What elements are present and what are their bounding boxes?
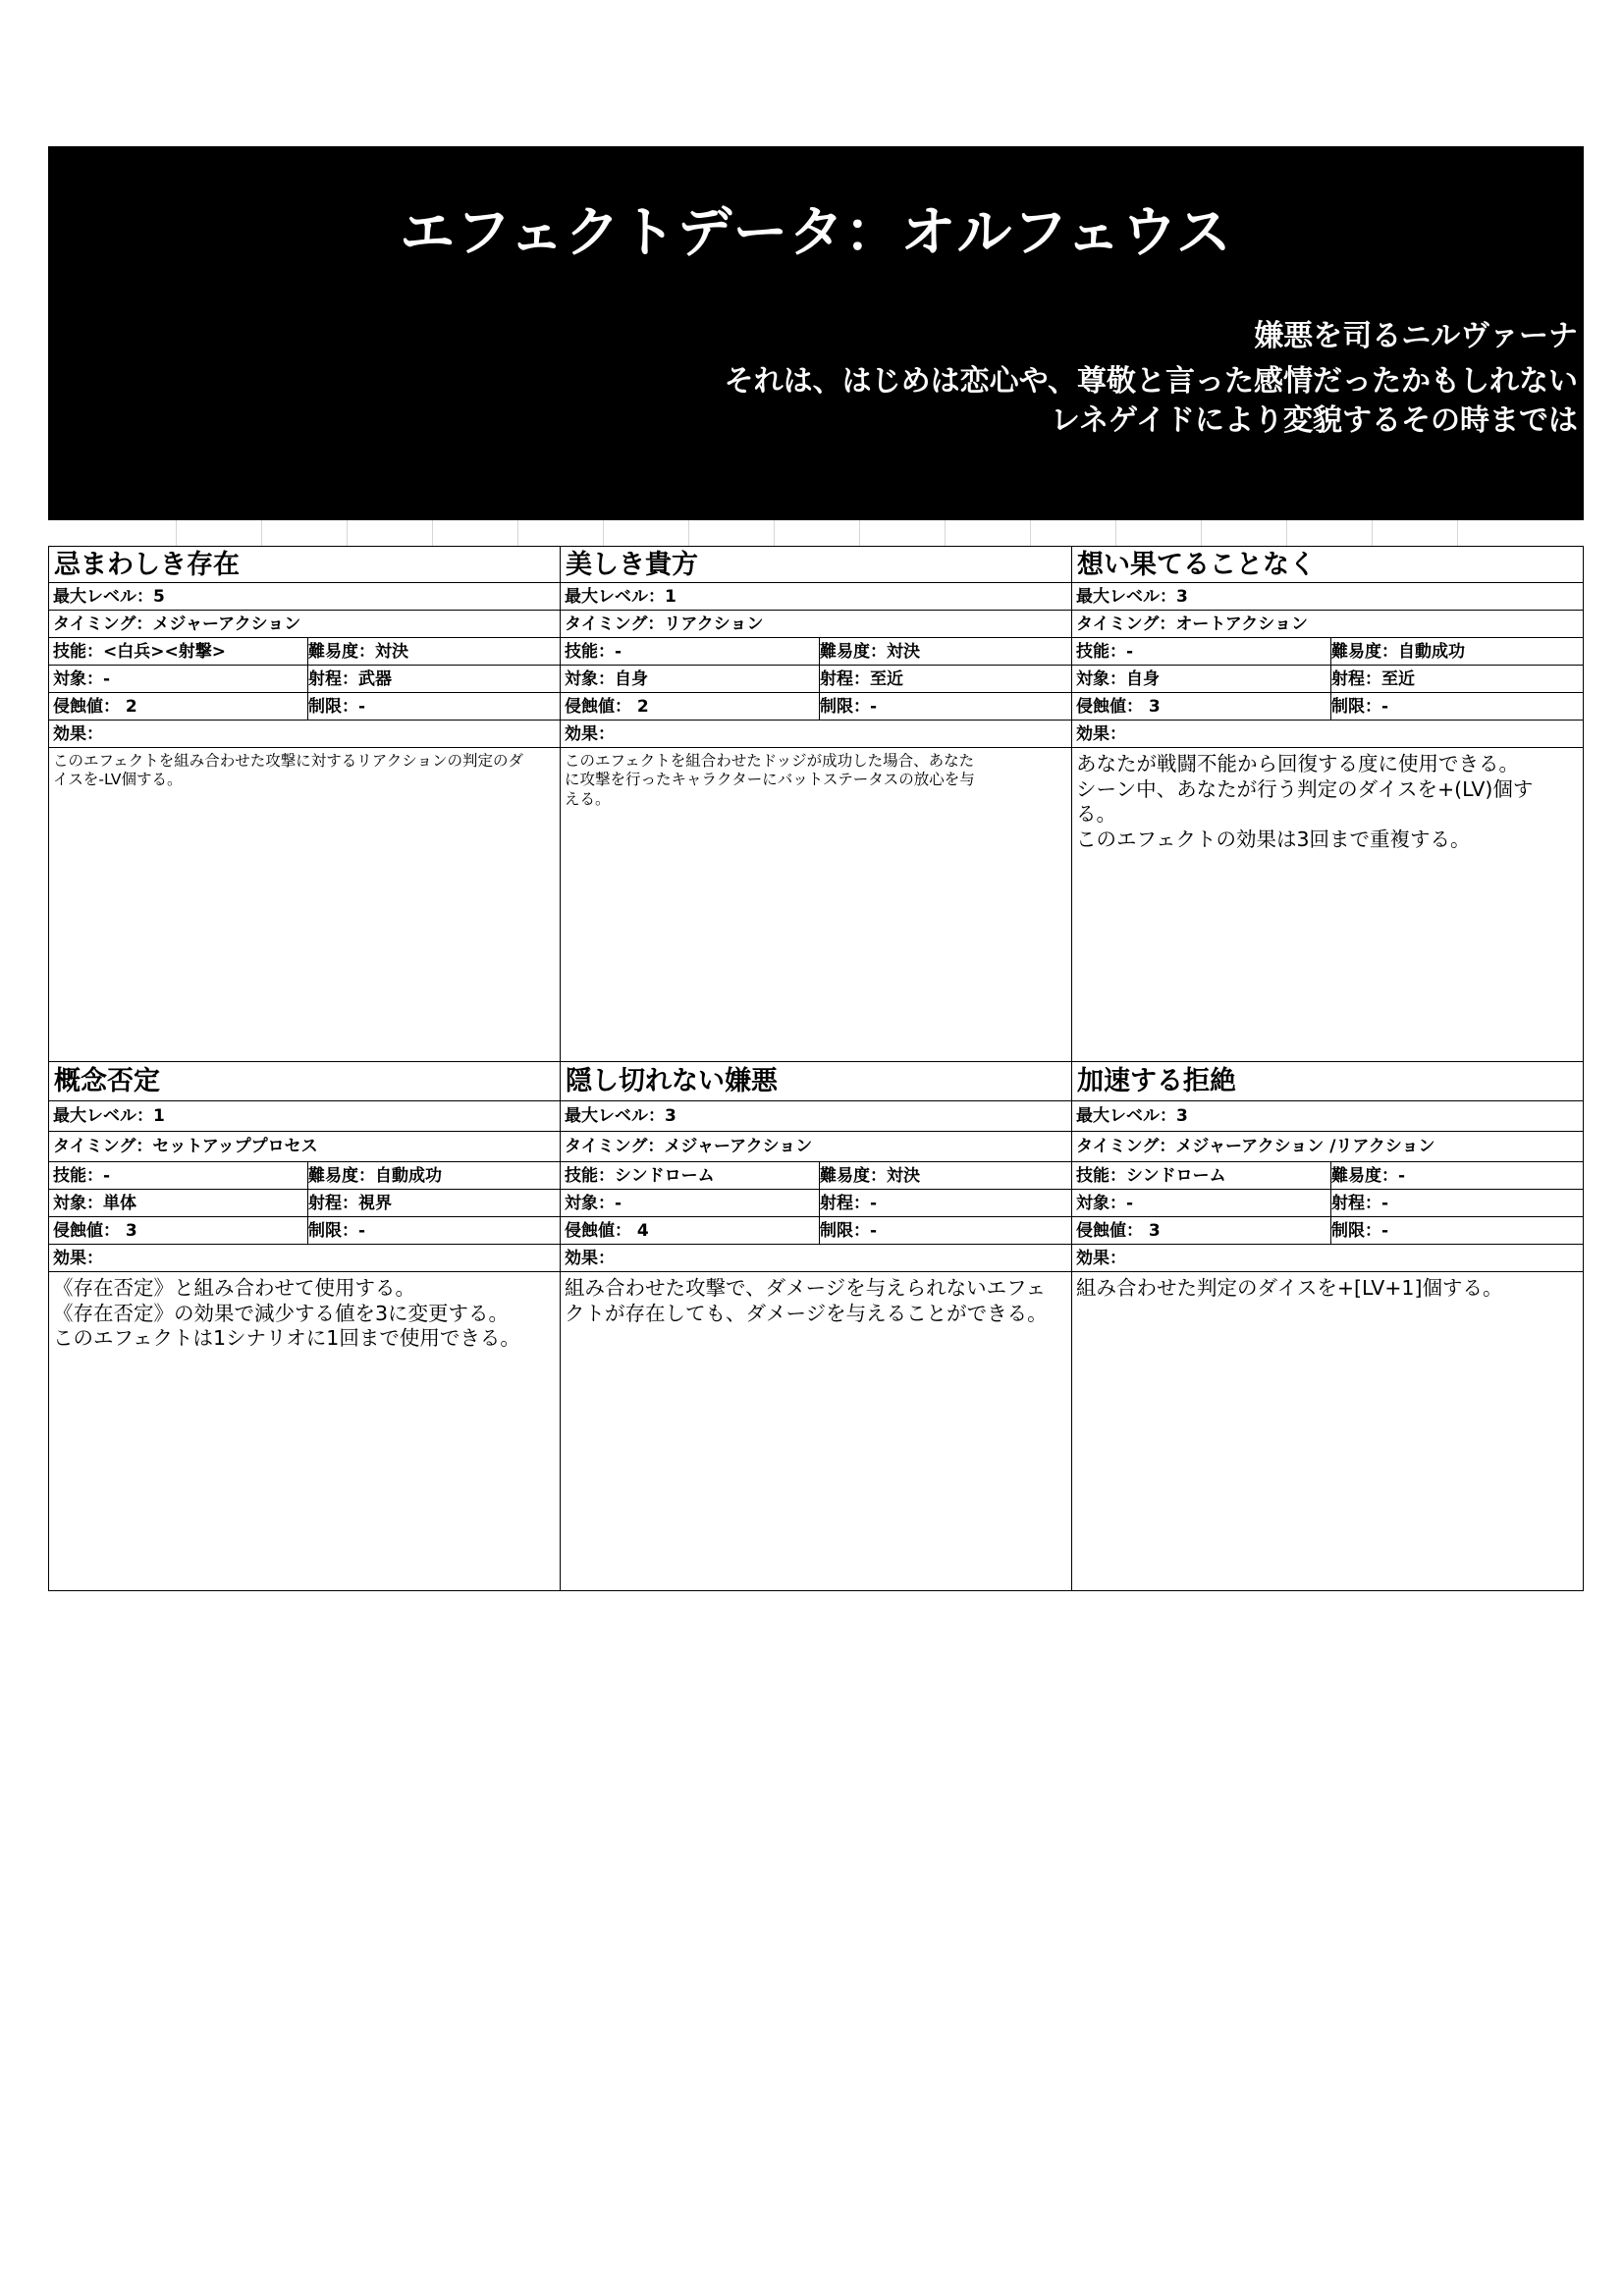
- effect-range: 射程：至近: [820, 669, 903, 689]
- effect-difficulty: 難易度：対決: [820, 642, 920, 662]
- effect-text: 組み合わせた判定のダイスを+[LV+1]個する。: [1072, 1272, 1583, 1591]
- effect-erosion-row: [1072, 1217, 1583, 1245]
- effect-skill: 技能：-: [1076, 638, 1331, 665]
- effect-max-level: 最大レベル：5: [49, 583, 560, 611]
- effect-card: [48, 547, 560, 1062]
- effect-timing: タイミング：オートアクション: [1072, 611, 1583, 638]
- effect-card: [1071, 547, 1584, 1062]
- effect-erosion-row: [561, 1217, 1071, 1245]
- effect-target: 対象：自身: [565, 666, 820, 692]
- effect-difficulty: 難易度：対決: [308, 642, 408, 662]
- effect-name: 美しき貴方: [561, 547, 1071, 583]
- effect-text: このエフェクトを組合わせたドッジが成功した場合、あなた に攻撃を行ったキャラクターにバットステータスの放心を与 える。: [561, 748, 1071, 1062]
- effect-max-level: 最大レベル：3: [561, 1101, 1071, 1132]
- effect-erosion: 侵蝕値： 3: [53, 1217, 308, 1244]
- effect-max-level: 最大レベル：1: [561, 583, 1071, 611]
- effect-skill: 技能：<白兵><射撃>: [53, 638, 308, 665]
- effect-erosion: 侵蝕値： 4: [565, 1217, 820, 1244]
- effect-timing: タイミング：リアクション: [561, 611, 1071, 638]
- effect-name: 隠し切れない嫌悪: [561, 1062, 1071, 1101]
- effect-timing: タイミング：メジャーアクション /リアクション: [1072, 1132, 1583, 1162]
- effect-erosion: 侵蝕値： 2: [565, 693, 820, 720]
- effect-target: 対象：-: [565, 1190, 820, 1216]
- page-title: エフェクトデータ：オルフェウス: [400, 201, 1232, 265]
- effect-difficulty: 難易度：-: [1331, 1166, 1406, 1186]
- sheet-gridlines: [48, 520, 1584, 546]
- effect-card: [560, 547, 1071, 1062]
- effect-limit: 制限：-: [820, 1221, 878, 1241]
- effects-table: [48, 546, 1584, 1591]
- effect-label: 効果：: [49, 721, 560, 748]
- effect-name: 想い果てることなく: [1072, 547, 1583, 583]
- effect-max-level: 最大レベル：3: [1072, 583, 1583, 611]
- effect-target: 対象：-: [1076, 1190, 1331, 1216]
- effect-limit: 制限：-: [1331, 697, 1389, 717]
- effect-target-row: [49, 666, 560, 693]
- effect-text: 組み合わせた攻撃で、ダメージを与えられないエフェ クトが存在しても、ダメージを与えることができる。: [561, 1272, 1071, 1591]
- effect-difficulty: 難易度：対決: [820, 1166, 920, 1186]
- effect-name: 加速する拒絶: [1072, 1062, 1583, 1101]
- effect-label: 効果：: [1072, 1245, 1583, 1272]
- effect-range: 射程：武器: [308, 669, 392, 689]
- effect-max-level: 最大レベル：1: [49, 1101, 560, 1132]
- effect-range: 射程：-: [1331, 1194, 1389, 1213]
- effect-difficulty: 難易度：自動成功: [308, 1166, 442, 1186]
- effect-text: あなたが戦闘不能から回復する度に使用できる。 シーン中、あなたが行う判定のダイスを+(LV)個す る。 このエフェクトの効果は3回まで重複する。: [1072, 748, 1583, 1062]
- effect-target-row: [1072, 666, 1583, 693]
- effect-label: 効果：: [1072, 721, 1583, 748]
- effect-skill-row: [561, 638, 1071, 666]
- effect-limit: 制限：-: [820, 697, 878, 717]
- effect-skill-row: [49, 1162, 560, 1190]
- effect-erosion: 侵蝕値： 2: [53, 693, 308, 720]
- effect-label: 効果：: [49, 1245, 560, 1272]
- effect-target: 対象：自身: [1076, 666, 1331, 692]
- subtitle-2: それは、はじめは恋心や、尊敬と言った感情だったかもしれない: [724, 364, 1578, 399]
- effect-label: 効果：: [561, 1245, 1071, 1272]
- effect-text: このエフェクトを組み合わせた攻撃に対するリアクションの判定のダ イスを-LV個する。: [49, 748, 560, 1062]
- effect-max-level: 最大レベル：3: [1072, 1101, 1583, 1132]
- header-banner: [48, 146, 1584, 520]
- effect-skill-row: [1072, 638, 1583, 666]
- effect-name: 忌まわしき存在: [49, 547, 560, 583]
- effect-range: 射程：視界: [308, 1194, 392, 1213]
- effect-skill: 技能：-: [53, 1162, 308, 1189]
- effect-target-row: [561, 666, 1071, 693]
- effect-name: 概念否定: [49, 1062, 560, 1101]
- effect-skill: 技能：シンドローム: [565, 1162, 820, 1189]
- effect-card: [48, 1062, 560, 1591]
- effect-text: 《存在否定》と組み合わせて使用する。 《存在否定》の効果で減少する値を3に変更する。 このエフェクトは1シナリオに1回まで使用できる。: [49, 1272, 560, 1591]
- effect-card: [1071, 1062, 1584, 1591]
- effects-row-2: [48, 1062, 1584, 1591]
- subtitle-3: レネゲイドにより変貌するその時までは: [1051, 403, 1578, 438]
- effect-skill-row: [561, 1162, 1071, 1190]
- effect-erosion-row: [561, 693, 1071, 721]
- effect-timing: タイミング：メジャーアクション: [561, 1132, 1071, 1162]
- subtitle-1: 嫌悪を司るニルヴァーナ: [1254, 319, 1578, 353]
- effect-target-row: [561, 1190, 1071, 1217]
- effect-label: 効果：: [561, 721, 1071, 748]
- effect-target: 対象：-: [53, 666, 308, 692]
- effect-erosion-row: [49, 1217, 560, 1245]
- effect-range: 射程：至近: [1331, 669, 1415, 689]
- effect-limit: 制限：-: [308, 697, 366, 717]
- effect-range: 射程：-: [820, 1194, 878, 1213]
- effect-erosion: 侵蝕値： 3: [1076, 1217, 1331, 1244]
- effect-timing: タイミング：セットアッププロセス: [49, 1132, 560, 1162]
- effect-skill-row: [1072, 1162, 1583, 1190]
- effect-erosion: 侵蝕値： 3: [1076, 693, 1331, 720]
- effect-erosion-row: [1072, 693, 1583, 721]
- effect-target-row: [49, 1190, 560, 1217]
- effects-row-1: [48, 547, 1584, 1062]
- effect-limit: 制限：-: [308, 1221, 366, 1241]
- effect-target-row: [1072, 1190, 1583, 1217]
- effect-skill: 技能：シンドローム: [1076, 1162, 1331, 1189]
- effect-erosion-row: [49, 693, 560, 721]
- effect-target: 対象：単体: [53, 1190, 308, 1216]
- effect-limit: 制限：-: [1331, 1221, 1389, 1241]
- effect-skill: 技能：-: [565, 638, 820, 665]
- effect-timing: タイミング：メジャーアクション: [49, 611, 560, 638]
- effect-skill-row: [49, 638, 560, 666]
- effect-card: [560, 1062, 1071, 1591]
- effect-difficulty: 難易度：自動成功: [1331, 642, 1465, 662]
